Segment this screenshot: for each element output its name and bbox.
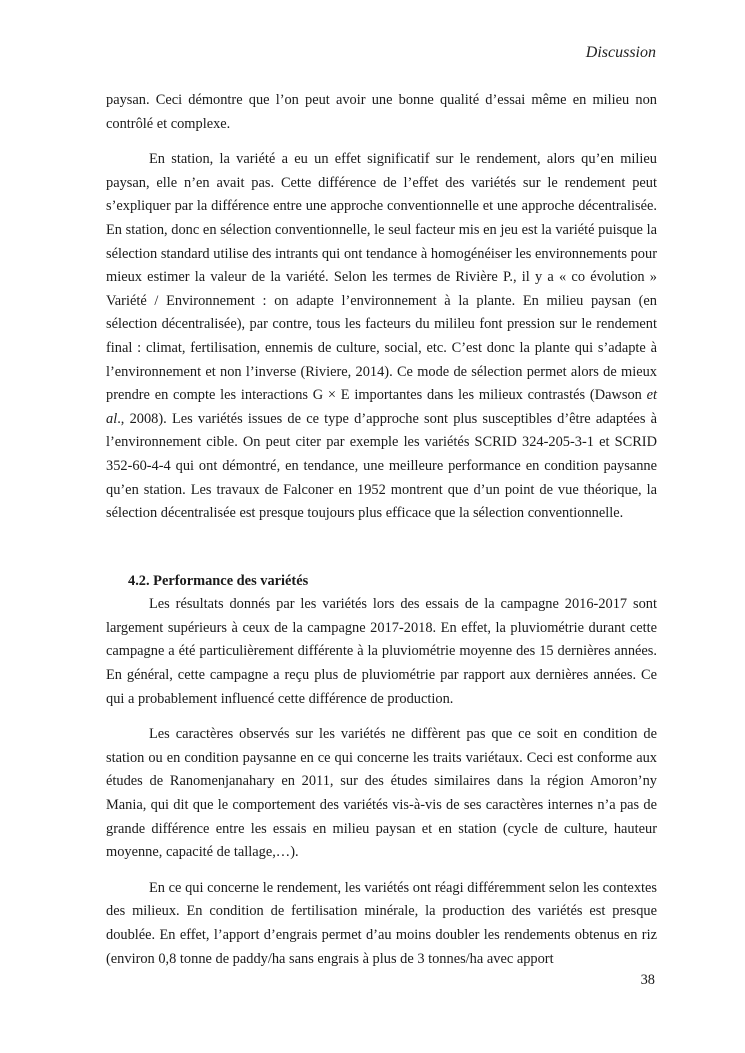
paragraph-2-part-a: En station, la variété a eu un effet significatif sur le rendement, alors qu’en milieu paysan, elle n’en avait pas. Cette différence de l’effet des variétés sur le rendement peut s’expliquer par la différence entre une approche conventionnelle et une approche décentralisée. En station, donc en sélection conventionnelle, le seul facteur mis en jeu est la variété puisque la sélection standard utilise des intrants qui ont tendance à homogénéiser les environnements pour mieux estimer la valeur de la variété. Selon les termes de Rivière P., il y a « co évolution » Variété / Environnement : on adapte l’environnement à la plante. En milieu paysan (en sélection décentralisée), par contre, tous les facteurs du milileu font pression sur le rendement final : climat, fertilisation, ennemis de culture, social, etc. C’est donc la plante qui s’adapte à l’environnement et non l’inverse (Riviere, 2014). Ce mode de sélection permet alors de mieux prendre en compte les interactions G × E importantes dans les milieux contrastés (Dawson xyxy=(106,151,657,404)
paragraph-4: Les caractères observés sur les variétés ne diffèrent pas que ce soit en condition de station ou en condition paysanne en ce qui concerne les traits variétaux. Ceci est conforme aux études de Ranomenjanahary en 2011, sur des études similaires dans la région Amoron’ny Mania, qui dit que le comportement des variétés vis-à-vis de ses caractères internes n’a pas de grande différence entre les essais en milieu paysan et en station (cycle de culture, hauteur moyenne, capacité de tallage,…). xyxy=(106,726,657,861)
paragraph-1: paysan. Ceci démontre que l’on peut avoir une bonne qualité d’essai même en milieu non contrôlé et complexe. xyxy=(106,92,657,132)
paragraph-2-part-b: ., 2008). Les variétés issues de ce type d’approche sont plus susceptibles d’être adaptées à l’environnement cible. On peut citer par exemple les variétés SCRID 324-205-3-1 et SCRID 352-60-4-4 qui ont démontré, en tendance, une meilleure performance en condition paysanne qu’en station. Les travaux de Falconer en 1952 montrent que d’un point de vue théorique, la sélection décentralisée est presque toujours plus efficace que la sélection conventionnelle. xyxy=(106,410,657,522)
body-text xyxy=(106,89,657,971)
paragraph-2-italic: et al xyxy=(106,387,657,427)
paragraph-5: En ce qui concerne le rendement, les variétés ont réagi différemment selon les contextes des milieux. En condition de fertilisation minérale, la production des variétés est presque doublée. En effet, l’apport d’engrais permet d’au moins doubler les rendements obtenus en riz (environ 0,8 tonne de paddy/ha sans engrais à plus de 3 tonnes/ha avec apport xyxy=(106,879,657,967)
page-number: 38 xyxy=(640,972,655,988)
paragraph-2 xyxy=(106,148,657,526)
section-heading: 4.2. Performance des variétés xyxy=(128,572,309,589)
paragraph-3: Les résultats donnés par les variétés lors des essais de la campagne 2016-2017 sont largement supérieurs à ceux de la campagne 2017-2018. En effet, la pluviométrie durant cette campagne a été particulièrement différente à la pluviométrie moyenne des 15 dernières années. En général, cette campagne a reçu plus de pluviométrie par rapport aux dernières années. Ce qui a probablement influencé cette différence de production. xyxy=(106,596,657,707)
running-header: Discussion xyxy=(585,44,656,61)
